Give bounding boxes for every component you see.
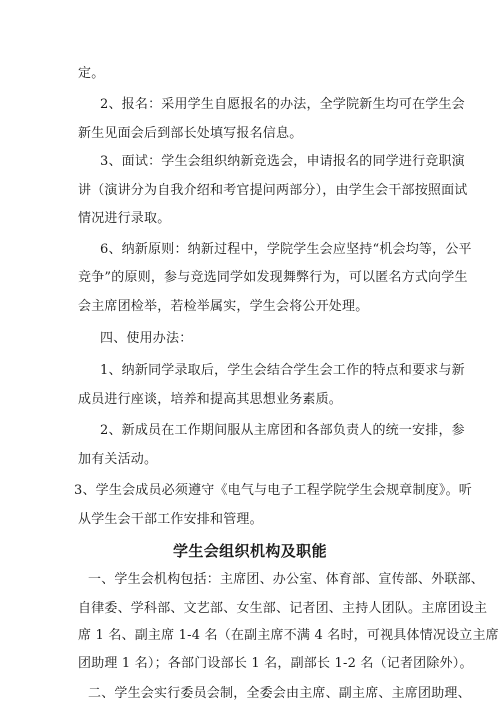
section-title: 学生会组织机构及职能 [172, 542, 327, 560]
text-line: 新生见面会后到部长处填写报名信息。 [78, 126, 303, 141]
text-line: 一、学生会机构包括：主席团、办公室、体育部、宣传部、外联部、 [88, 572, 485, 587]
text-line: 3、面试：学生会组织纳新竞选会，申请报名的同学进行竞职演 [100, 154, 465, 169]
text-line: 成员进行座谈，培养和提高其思想业务素质。 [78, 392, 343, 407]
text-line: 1、纳新同学录取后，学生会结合学生会工作的特点和要求与新 [100, 363, 465, 378]
text-line: 从学生会干部工作安排和管理。 [78, 512, 263, 527]
text-line: 2、新成员在工作期间服从主席团和各部负责人的统一安排，参 [100, 423, 465, 438]
text-line: 自律委、学科部、文艺部、女生部、记者团、主持人团队。主席团设主 [78, 601, 488, 616]
text-line: 四、使用办法： [100, 331, 193, 346]
text-line: 6、纳新原则：纳新过程中，学院学生会应坚持“机会均等，公平 [100, 242, 472, 257]
text-line: 3、学生会成员必须遵守《电气与电子工程学院学生会规章制度》。听 [74, 483, 472, 498]
text-line: 2、报名：采用学生自愿报名的办法，全学院新生均可在学生会 [100, 97, 465, 112]
text-line: 加有关活动。 [78, 452, 158, 467]
text-line: 会主席团检举，若检举属实，学生会将公开处理。 [78, 299, 369, 314]
text-line: 定。 [78, 66, 105, 81]
text-line: 席 1 名、副主席 1-4 名（在副主席不满 4 名时，可视具体情况设立主席 [78, 628, 499, 643]
text-line: 团助理 1 名）；各部门设部长 1 名，副部长 1-2 名（记者团除外）。 [78, 656, 473, 671]
text-line: 二、学生会实行委员会制，全委会由主席、副主席、主席团助理、 [88, 686, 471, 701]
text-line: 讲（演讲分为自我介绍和考官提问两部分），由学生会干部按照面试 [78, 183, 468, 198]
text-line: 情况进行录取。 [78, 211, 171, 226]
text-line: 竞争”的原则，参与竞选同学如发现舞弊行为，可以匿名方式向学生 [78, 270, 468, 285]
